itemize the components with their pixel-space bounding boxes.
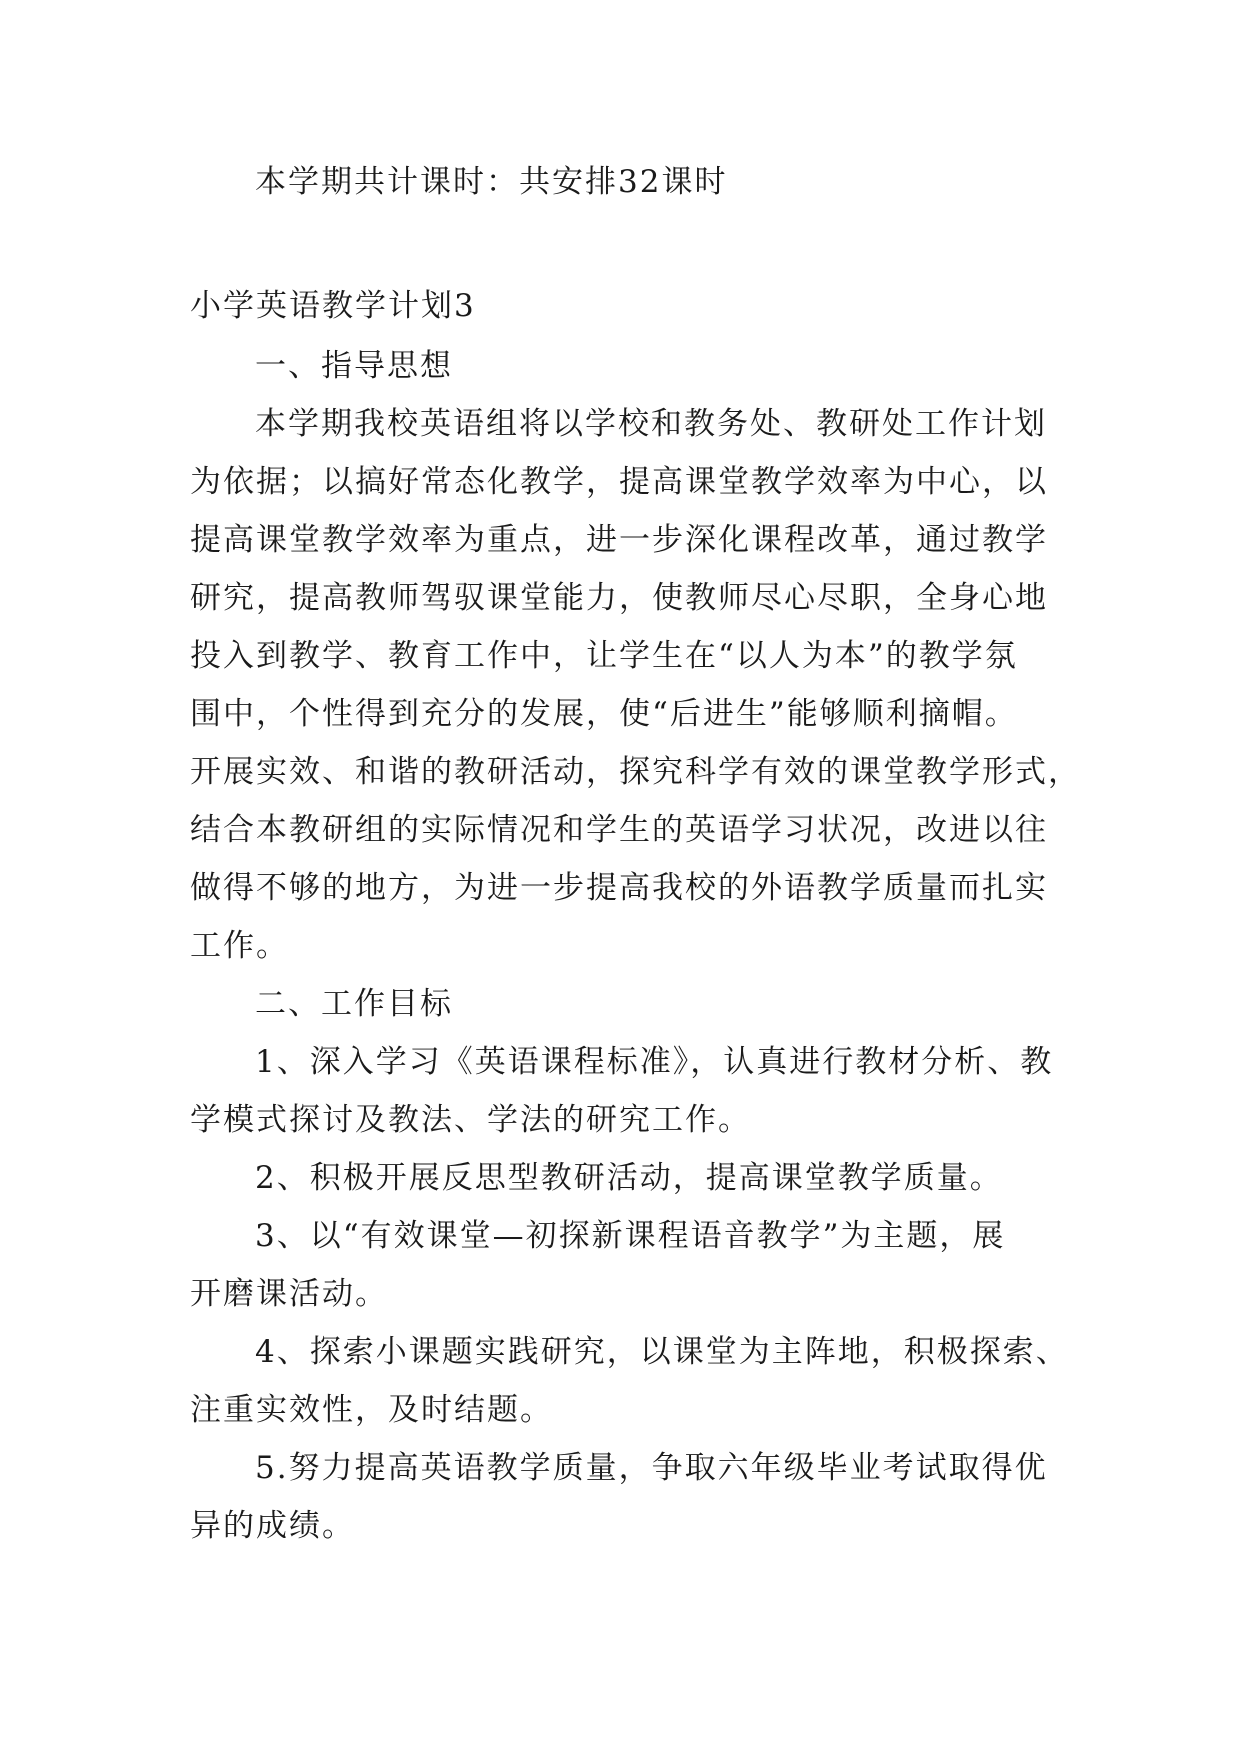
- list-item-continuation: 学模式探讨及教法、学法的研究工作。: [190, 1102, 751, 1138]
- list-item: 5.努力提高英语教学质量，争取六年级毕业考试取得优: [255, 1450, 1048, 1486]
- list-item-continuation: 异的成绩。: [190, 1508, 355, 1544]
- plan-title: 小学英语教学计划3: [190, 288, 476, 324]
- paragraph-line: 围中，个性得到充分的发展，使“后进生”能够顺利摘帽。: [190, 696, 1018, 732]
- paragraph-line: 为依据；以搞好常态化教学，提高课堂教学效率为中心，以: [190, 464, 1048, 500]
- section-heading: 二、工作目标: [255, 986, 453, 1022]
- paragraph-line: 做得不够的地方，为进一步提高我校的外语教学质量而扎实: [190, 870, 1048, 906]
- paragraph-line: 研究，提高教师驾驭课堂能力，使教师尽心尽职，全身心地: [190, 580, 1048, 616]
- list-item-continuation: 开磨课活动。: [190, 1276, 388, 1312]
- paragraph-line: 结合本教研组的实际情况和学生的英语学习状况，改进以往: [190, 812, 1048, 848]
- paragraph-line: 投入到教学、教育工作中，让学生在“以人为本”的教学氛: [190, 638, 1018, 674]
- list-item: 3、以“有效课堂—初探新课程语音教学”为主题，展: [255, 1218, 1006, 1254]
- paragraph-line: 本学期我校英语组将以学校和教务处、教研处工作计划: [255, 406, 1047, 442]
- paragraph-line: 工作。: [190, 928, 289, 964]
- body-text: [190, 346, 1081, 1564]
- paragraph-line: 开展实效、和谐的教研活动，探究科学有效的课堂教学形式，: [190, 754, 1081, 790]
- paragraph-line: 提高课堂教学效率为重点，进一步深化课程改革，通过教学: [190, 522, 1048, 558]
- section-heading: 一、指导思想: [255, 348, 453, 384]
- list-item: 1、深入学习《英语课程标准》，认真进行教材分析、教: [255, 1044, 1054, 1080]
- list-item: 2、积极开展反思型教研活动，提高课堂教学质量。: [255, 1160, 1003, 1196]
- period-hours-line: 本学期共计课时：共安排32课时: [255, 164, 728, 200]
- list-item: 4、探索小课题实践研究，以课堂为主阵地，积极探索、: [255, 1334, 1069, 1370]
- list-item-continuation: 注重实效性，及时结题。: [190, 1392, 553, 1428]
